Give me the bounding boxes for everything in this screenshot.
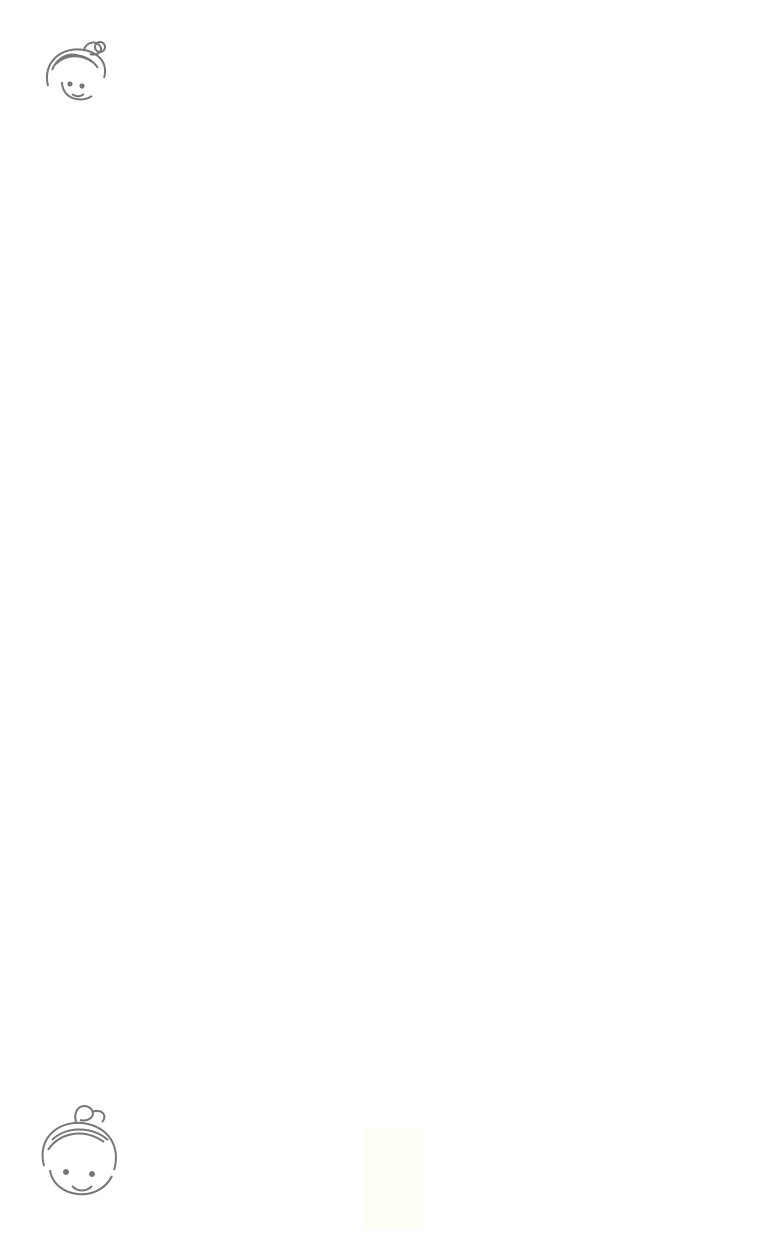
- page-number-box: [363, 1128, 425, 1230]
- girl-face-icon: [47, 42, 105, 100]
- girl-face-icon: [43, 1106, 116, 1194]
